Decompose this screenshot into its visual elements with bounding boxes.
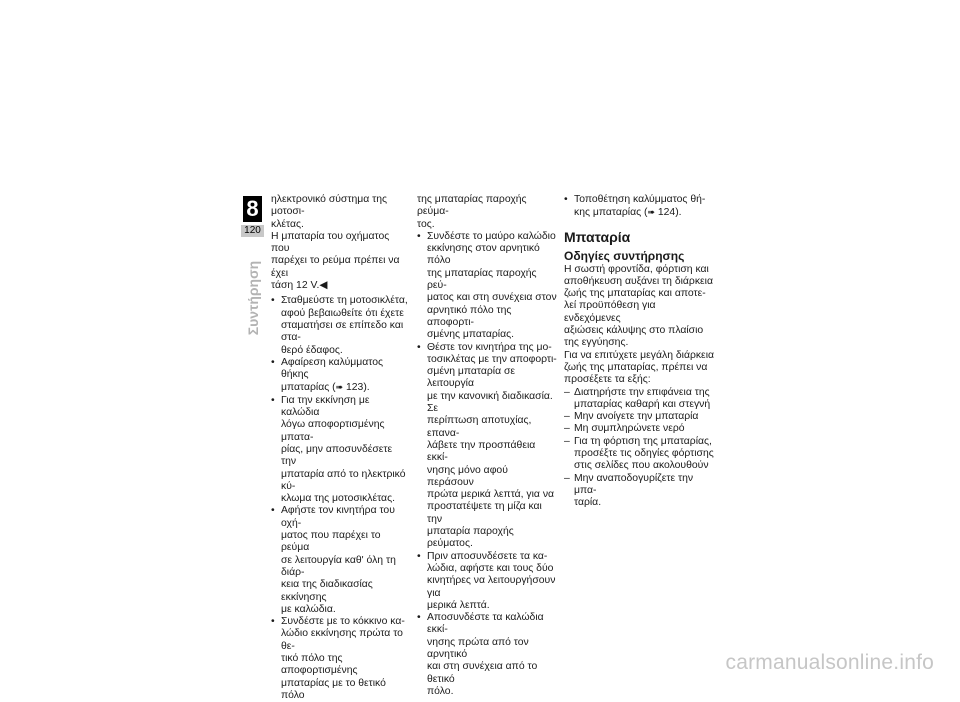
text-line: Συνδέστε το μαύρο καλώδιο xyxy=(427,230,556,242)
text-line: θερό έδαφος. xyxy=(281,344,343,356)
text-line: μπαταρία παροχής ρεύματος. xyxy=(427,526,514,550)
text-line: Αποσυνδέστε τα καλώδια εκκί- xyxy=(427,612,544,636)
bullet-item xyxy=(271,295,409,356)
text-line: σμένης μπαταρίας. xyxy=(427,329,515,341)
text-line: σε λειτουργία καθ' όλη τη διάρ- xyxy=(281,554,396,578)
text-line: με καλώδια. xyxy=(281,603,336,615)
dash-icon: – xyxy=(564,386,570,398)
col2-intro xyxy=(417,194,557,231)
text-line: εκκίνησης στον αρνητικό πόλο xyxy=(427,243,540,267)
text-line: ταρία. xyxy=(574,497,602,509)
bullet-icon: • xyxy=(417,612,421,624)
text-line: Σταθμεύστε τη μοτοσικλέτα, xyxy=(281,295,408,307)
text-line: τος. xyxy=(417,218,435,230)
text-line: μπαταρίας με το θετικό πόλο xyxy=(281,677,386,701)
text-line: Για την εκκίνηση με καλώδια xyxy=(281,394,370,419)
bullet-item xyxy=(271,505,409,616)
text-line: προσέξετε τα εξής: xyxy=(564,374,651,386)
text-line: μερικά λεπτά. xyxy=(427,599,490,611)
text-line: μπαταρία από το ηλεκτρικό κύ- xyxy=(281,468,406,492)
text-line: Θέστε τον κινητήρα της μο- xyxy=(427,341,552,353)
text-line: κινητήρες να λειτουργήσουν για xyxy=(427,575,556,599)
dash-item xyxy=(564,387,714,412)
watermark-link[interactable]: carmanualsonline.info xyxy=(725,651,934,674)
text-line: ματος που παρέχει το ρεύμα xyxy=(281,530,381,554)
text-line: κλέτας. xyxy=(271,218,304,230)
text-line: της μπαταρίας παροχής ρεύ- xyxy=(427,267,537,292)
bullet-icon: • xyxy=(271,616,275,628)
text-line: πρώτα μερικά λεπτά, για να xyxy=(427,489,555,501)
text-line: στις σελίδες που ακολουθούν xyxy=(574,460,709,472)
bullet-item xyxy=(417,551,557,612)
text-line: Μην αναποδογυρίζετε την μπα- xyxy=(574,472,694,496)
text-line: νησης πρώτα από τον αρνητικό xyxy=(427,636,529,660)
text-line: με την κανονική διαδικασία. Σε xyxy=(427,390,553,415)
bullet-icon: • xyxy=(417,230,421,242)
bullet-item xyxy=(417,231,557,342)
text-line: της εγγύησης. xyxy=(564,337,629,349)
text-column-1 xyxy=(271,194,409,702)
text-line: Μην ανοίγετε την μπαταρία xyxy=(574,411,699,423)
dash-icon: – xyxy=(564,472,570,484)
bullet-icon: • xyxy=(271,356,275,368)
dash-item xyxy=(564,473,714,510)
dash-item xyxy=(564,411,714,423)
page-reference[interactable] xyxy=(574,206,714,219)
text-line: ρίας, μην αποσυνδέσετε την xyxy=(281,443,393,468)
section-heading: Μπαταρία xyxy=(564,228,631,245)
chapter-number-tab: 8 xyxy=(243,196,262,222)
dash-icon: – xyxy=(564,411,570,423)
text-line: Διατηρήστε την επιφάνεια της xyxy=(574,386,710,398)
dash-item xyxy=(564,423,714,435)
text-line: αποθήκευση αυξάνει τη διάρκεια xyxy=(564,275,713,287)
text-line: Η μπαταρία του οχήματος που xyxy=(271,230,390,255)
bullet-icon: • xyxy=(417,341,421,353)
ref-prefix: μπαταρίας ( xyxy=(281,382,336,394)
text-line: της μπαταρίας παροχής ρεύμα- xyxy=(417,194,527,218)
text-line: κεια της διαδικασίας εκκίνησης xyxy=(281,579,373,603)
text-line: αφού βεβαιωθείτε ότι έχετε xyxy=(281,307,404,319)
ref-suffix: 123). xyxy=(343,382,370,394)
text-line: Συνδέστε με το κόκκινο κα- xyxy=(281,616,405,628)
text-line: κλωμα της μοτοσικλέτας. xyxy=(281,493,395,505)
subsection-heading: Οδηγίες συντήρησης xyxy=(564,248,685,263)
dash-icon: – xyxy=(564,423,570,435)
text-line: μπαταρίας καθαρή και στεγνή xyxy=(574,398,711,410)
section-title-text: Συντήρηση xyxy=(245,260,261,336)
bullet-item xyxy=(271,357,409,395)
text-column-3 xyxy=(564,194,714,510)
text-line: Για να επιτύχετε μεγάλη διάρκεια xyxy=(564,349,715,361)
text-line: λώδια, αφήστε και τους δύο xyxy=(427,562,554,574)
bullet-item xyxy=(271,616,409,702)
text-line: προσέξτε τις οδηγίες φόρτισης xyxy=(574,448,714,460)
text-line: παρέχει το ρεύμα πρέπει να έχει xyxy=(271,255,400,279)
text-column-2 xyxy=(417,194,557,698)
section-title-vertical xyxy=(243,248,263,348)
text-line: Μη συμπληρώνετε νερό xyxy=(574,423,685,435)
text-line: λάβετε την προσπάθεια εκκί- xyxy=(427,439,536,464)
text-line: περίπτωση αποτυχίας, επανα- xyxy=(427,415,532,439)
paragraph xyxy=(564,350,714,387)
bullet-item xyxy=(271,395,409,506)
text-line: πόλο. xyxy=(427,685,454,697)
page-ref-arrow-icon: ➠ xyxy=(647,207,655,218)
text-line: λώδιο εκκίνησης πρώτα το θε- xyxy=(281,628,403,652)
text-line: προστατέψετε τη μίζα και την xyxy=(427,501,542,525)
col1-intro xyxy=(271,194,409,292)
text-line: ζωής της μπαταρίας, πρέπει να xyxy=(564,361,708,373)
bullet-icon: • xyxy=(564,194,568,205)
text-line: Αφήστε τον κινητήρα του οχή- xyxy=(281,505,395,529)
text-line: Για τη φόρτιση της μπαταρίας, xyxy=(574,435,712,447)
text-line: και στη συνέχεια από το θετικό xyxy=(427,661,538,685)
text-line: Αφαίρεση καλύμματος θήκης xyxy=(281,356,384,381)
text-line: ματος και στη συνέχεια στον xyxy=(427,292,557,304)
text-line: Η σωστή φροντίδα, φόρτιση και xyxy=(564,263,709,275)
bullet-icon: • xyxy=(417,550,421,562)
dash-icon: – xyxy=(564,435,570,447)
text-line: τάση 12 V.◀ xyxy=(271,280,328,292)
text-line: αξιώσεις κάλυψης στο πλαίσιο xyxy=(564,325,704,337)
paragraph xyxy=(564,264,714,350)
bullet-item xyxy=(417,612,557,698)
text-line: νησης μόνο αφού περάσουν xyxy=(427,464,508,488)
bullet-item xyxy=(417,342,557,551)
text-line: αρνητικό πόλο της αποφορτι- xyxy=(427,304,512,328)
text-line: λεί προϋπόθεση για ενδεχόμενες xyxy=(564,300,656,324)
page-number: 120 xyxy=(241,225,264,237)
text-line: σμένη μπαταρία σε λειτουργία xyxy=(427,366,516,390)
bullet-icon: • xyxy=(271,394,275,406)
bullet-item xyxy=(564,194,714,220)
text-line: Τοποθέτηση καλύμματος θή- xyxy=(574,194,706,205)
page-ref-arrow-icon: ➠ xyxy=(335,382,344,393)
ref-prefix: κης μπαταρίας ( xyxy=(574,207,648,219)
text-line: ηλεκτρονικό σύστημα της μοτοσι- xyxy=(271,194,387,218)
text-line: σταματήσει σε επίπεδο και στα- xyxy=(281,319,404,344)
text-line: Πριν αποσυνδέσετε τα κα- xyxy=(427,550,548,562)
bullet-icon: • xyxy=(271,505,275,517)
text-line: τικό πόλο της αποφορτισμένης xyxy=(281,652,358,677)
page-reference[interactable] xyxy=(281,381,409,394)
text-line: ζωής της μπαταρίας και αποτε- xyxy=(564,288,706,300)
ref-suffix: 124). xyxy=(654,207,682,219)
bullet-icon: • xyxy=(271,295,275,307)
text-line: τοσικλέτας με την αποφορτι- xyxy=(427,353,557,365)
text-line: λόγω αποφορτισμένης μπατα- xyxy=(281,419,385,443)
dash-item xyxy=(564,436,714,473)
